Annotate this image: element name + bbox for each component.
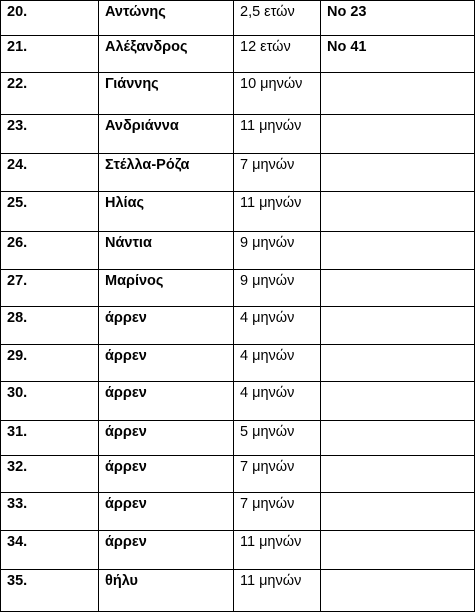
row-name: Αλέξανδρος xyxy=(99,36,234,73)
row-name: άρρεν xyxy=(99,382,234,421)
table-row xyxy=(1,345,475,382)
row-note xyxy=(321,382,475,421)
row-name: άρρεν xyxy=(99,456,234,493)
row-age: 11 μηνών xyxy=(234,192,321,232)
row-number: 30. xyxy=(1,382,99,421)
row-age: 9 μηνών xyxy=(234,270,321,307)
row-number: 31. xyxy=(1,421,99,456)
row-name: Νάντια xyxy=(99,232,234,270)
row-age: 4 μηνών xyxy=(234,307,321,345)
row-note: Νο 41 xyxy=(321,36,475,73)
row-age: 2,5 ετών xyxy=(234,1,321,36)
row-name: Στέλλα-Ρόζα xyxy=(99,154,234,192)
table-row xyxy=(1,270,475,307)
row-note xyxy=(321,73,475,115)
row-age: 9 μηνών xyxy=(234,232,321,270)
row-note xyxy=(321,456,475,493)
row-age: 11 μηνών xyxy=(234,570,321,612)
table-row xyxy=(1,382,475,421)
row-number: 34. xyxy=(1,531,99,570)
row-age: 11 μηνών xyxy=(234,531,321,570)
table-row xyxy=(1,570,475,612)
row-name: Μαρίνος xyxy=(99,270,234,307)
row-note xyxy=(321,493,475,531)
row-number: 21. xyxy=(1,36,99,73)
row-note: Νο 23 xyxy=(321,1,475,36)
row-note xyxy=(321,345,475,382)
row-number: 33. xyxy=(1,493,99,531)
row-age: 4 μηνών xyxy=(234,345,321,382)
row-name: άρρεν xyxy=(99,421,234,456)
row-note xyxy=(321,192,475,232)
table-row xyxy=(1,456,475,493)
row-name: άρρεν xyxy=(99,345,234,382)
table-row xyxy=(1,531,475,570)
row-name: θήλυ xyxy=(99,570,234,612)
row-note xyxy=(321,115,475,154)
row-age: 12 ετών xyxy=(234,36,321,73)
table-row xyxy=(1,154,475,192)
row-note xyxy=(321,232,475,270)
row-age: 5 μηνών xyxy=(234,421,321,456)
row-age: 7 μηνών xyxy=(234,456,321,493)
row-name: Αντώνης xyxy=(99,1,234,36)
row-age: 11 μηνών xyxy=(234,115,321,154)
row-number: 24. xyxy=(1,154,99,192)
row-number: 20. xyxy=(1,1,99,36)
table-row xyxy=(1,493,475,531)
row-note xyxy=(321,421,475,456)
row-name: Ηλίας xyxy=(99,192,234,232)
table-row xyxy=(1,421,475,456)
row-name: άρρεν xyxy=(99,493,234,531)
row-age: 4 μηνών xyxy=(234,382,321,421)
table-row xyxy=(1,36,475,73)
row-number: 28. xyxy=(1,307,99,345)
row-note xyxy=(321,154,475,192)
row-age: 7 μηνών xyxy=(234,154,321,192)
row-number: 23. xyxy=(1,115,99,154)
row-number: 22. xyxy=(1,73,99,115)
row-note xyxy=(321,270,475,307)
row-number: 26. xyxy=(1,232,99,270)
row-number: 29. xyxy=(1,345,99,382)
row-age: 7 μηνών xyxy=(234,493,321,531)
row-age: 10 μηνών xyxy=(234,73,321,115)
row-note xyxy=(321,307,475,345)
row-number: 25. xyxy=(1,192,99,232)
row-number: 27. xyxy=(1,270,99,307)
row-note xyxy=(321,531,475,570)
table-row xyxy=(1,1,475,36)
row-name: άρρεν xyxy=(99,531,234,570)
row-number: 32. xyxy=(1,456,99,493)
table-row xyxy=(1,115,475,154)
row-number: 35. xyxy=(1,570,99,612)
table-row xyxy=(1,307,475,345)
row-name: Γιάννης xyxy=(99,73,234,115)
row-name: άρρεν xyxy=(99,307,234,345)
table-row xyxy=(1,192,475,232)
table-row xyxy=(1,232,475,270)
row-name: Ανδριάννα xyxy=(99,115,234,154)
row-note xyxy=(321,570,475,612)
table-row xyxy=(1,73,475,115)
